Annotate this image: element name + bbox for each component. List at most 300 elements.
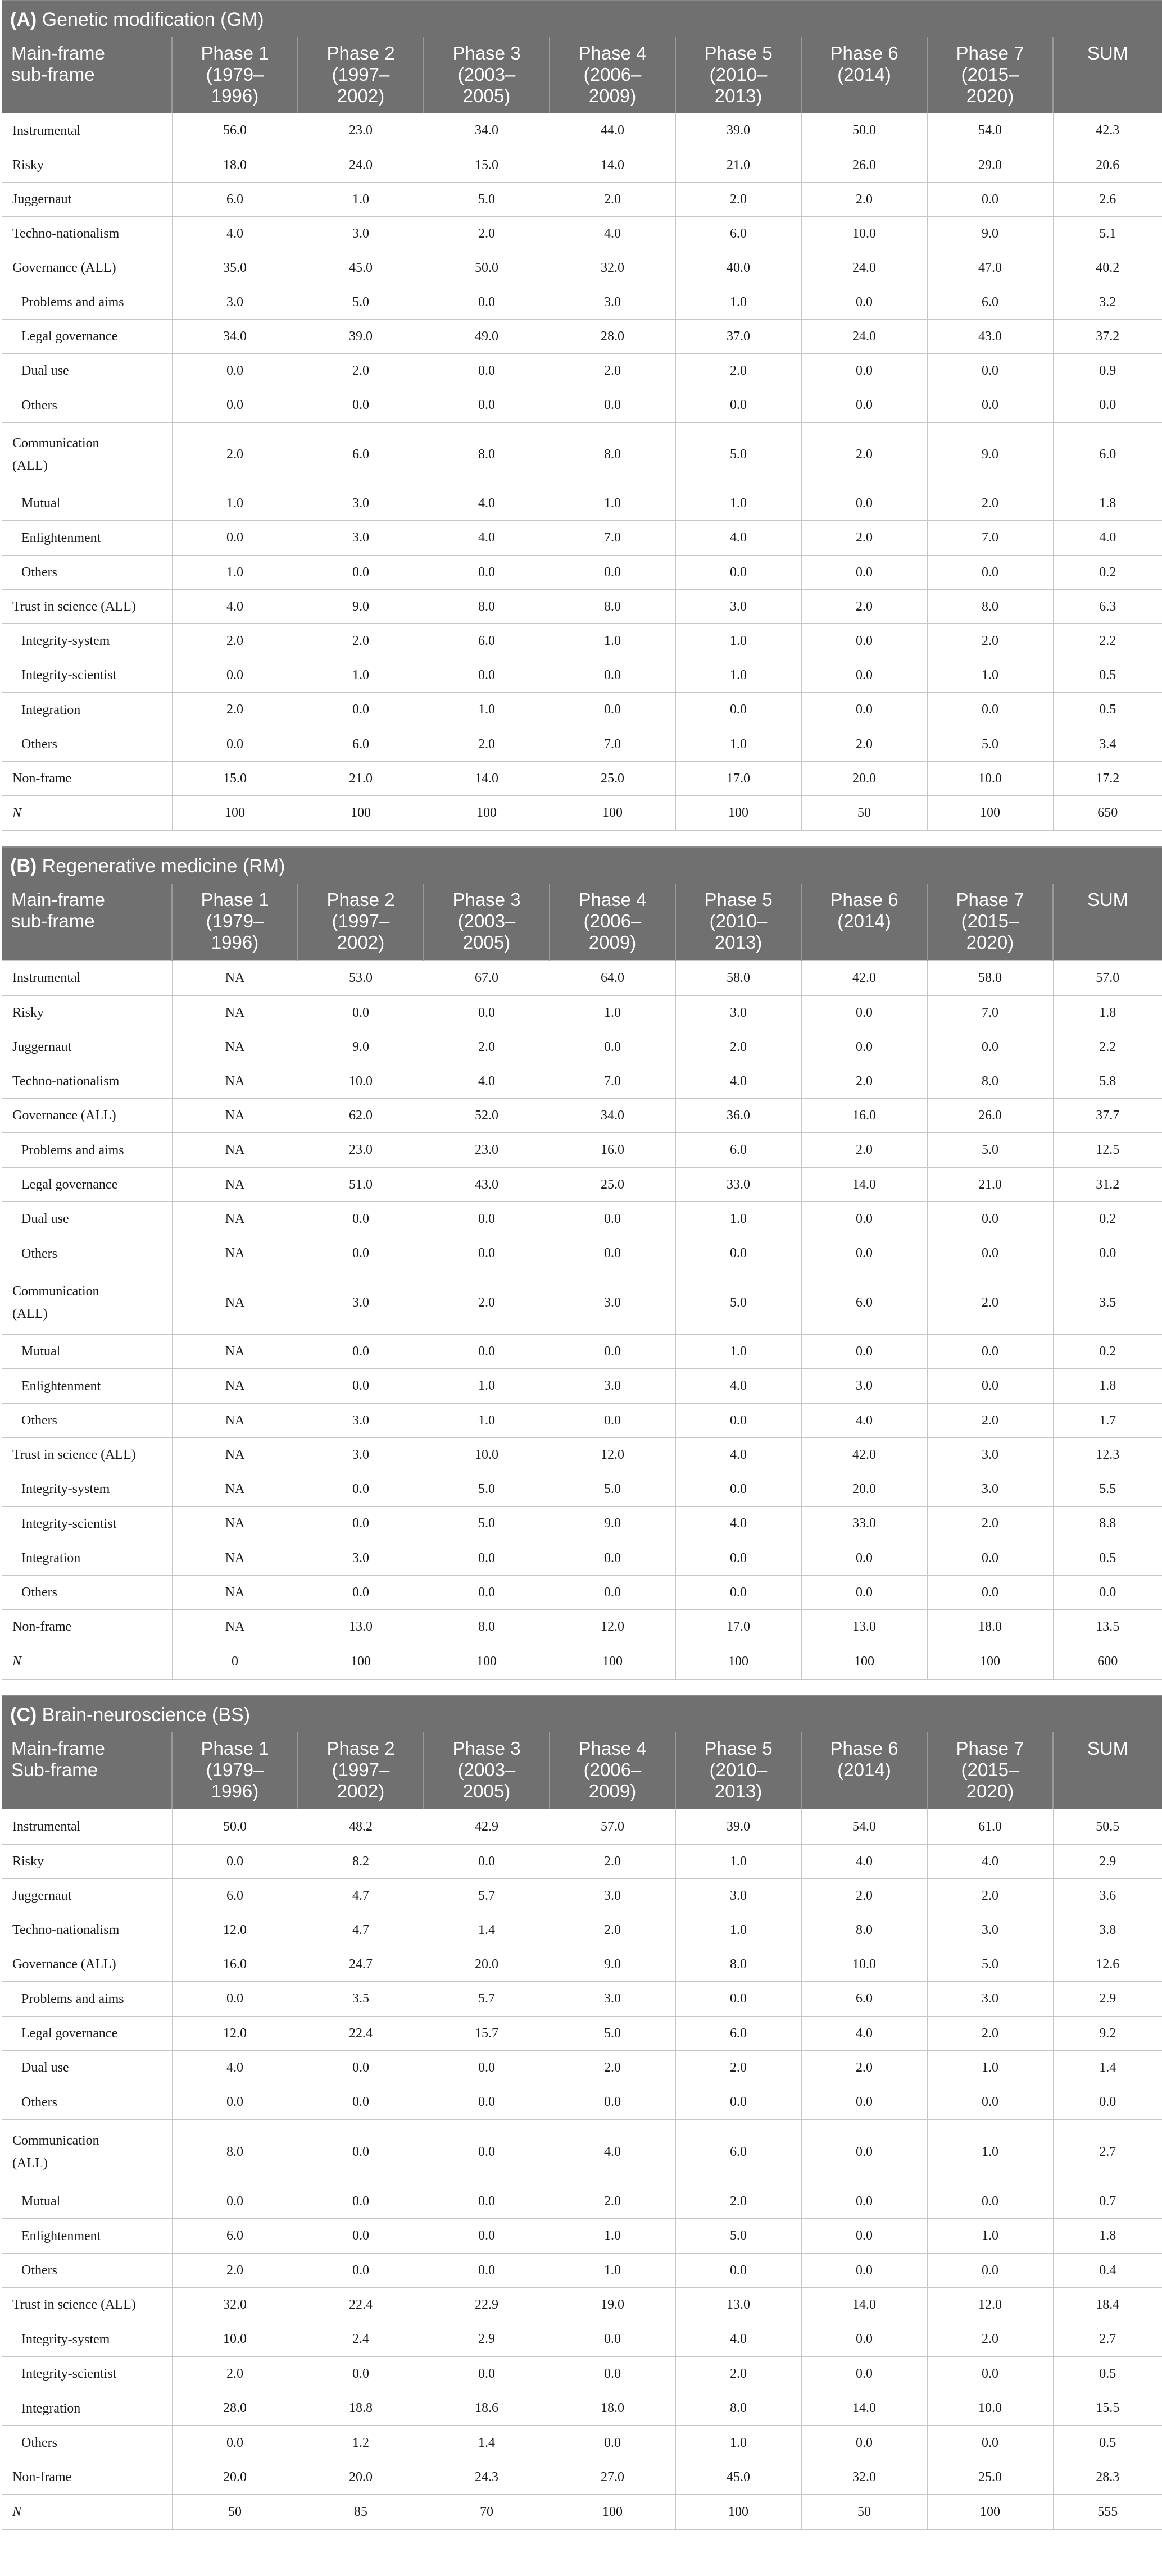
phase-1-cell: 0 (172, 1644, 298, 1680)
phase-5-cell: 1.0 (675, 1913, 801, 1947)
phase-2-cell: 1.0 (298, 183, 424, 217)
phase-2-cell: 0.0 (298, 2254, 424, 2288)
table-row (2, 1879, 1162, 1913)
phase-5-cell: 0.0 (675, 1404, 801, 1438)
phase-1-cell: 0.0 (172, 2085, 298, 2120)
phase-5-cell: 1.0 (675, 285, 801, 320)
phase-6-cell: 42.0 (801, 1438, 927, 1472)
header-phase-5: Phase 5 (2010– 2013) (675, 1732, 801, 1809)
phase-6-cell: 10.0 (801, 217, 927, 251)
phase-7-cell: 21.0 (927, 1168, 1053, 1202)
phase-6-cell: 24.0 (801, 251, 927, 285)
row-label: Non-frame (2, 2460, 172, 2495)
phase-3-cell: 2.0 (424, 1030, 550, 1064)
row-label: Mutual (2, 2184, 172, 2219)
phase-6-cell: 8.0 (801, 1913, 927, 1947)
phase-1-cell: 6.0 (172, 183, 298, 217)
phase-1-cell: 3.0 (172, 285, 298, 320)
phase-4-cell: 0.0 (550, 1030, 675, 1064)
header-frame-label: Main-frame sub-frame (2, 37, 172, 113)
row-label: Juggernaut (2, 1030, 172, 1064)
phase-7-cell: 61.0 (927, 1809, 1053, 1845)
row-label: Legal governance (2, 1168, 172, 1202)
table-row (2, 1507, 1162, 1541)
table-row (2, 2426, 1162, 2460)
phase-1-cell: 100 (172, 796, 298, 831)
table-row (2, 1236, 1162, 1271)
sum-cell: 13.5 (1053, 1610, 1162, 1644)
header-phase-4: Phase 4 (2006– 2009) (550, 1732, 675, 1809)
phase-4-cell: 0.0 (550, 556, 675, 590)
phase-6-cell: 4.0 (801, 1404, 927, 1438)
sum-cell: 4.0 (1053, 521, 1162, 556)
phase-1-cell: NA (172, 1541, 298, 1576)
phase-5-cell: 17.0 (675, 1610, 801, 1644)
table-row (2, 961, 1162, 996)
phase-5-cell: 40.0 (675, 251, 801, 285)
sum-cell: 9.2 (1053, 2017, 1162, 2051)
sum-cell: 5.1 (1053, 217, 1162, 251)
phase-5-cell: 0.0 (675, 1982, 801, 2017)
table-row (2, 762, 1162, 796)
row-label: Techno-nationalism (2, 1064, 172, 1099)
phase-1-cell: 15.0 (172, 762, 298, 796)
table-row (2, 2219, 1162, 2254)
phase-4-cell: 9.0 (550, 1507, 675, 1541)
phase-6-cell: 0.0 (801, 2357, 927, 2391)
phase-5-cell: 13.0 (675, 2288, 801, 2322)
phase-1-cell: 35.0 (172, 251, 298, 285)
phase-2-cell: 62.0 (298, 1099, 424, 1133)
table-row (2, 1576, 1162, 1610)
phase-1-cell: 10.0 (172, 2322, 298, 2357)
table-row (2, 388, 1162, 423)
table-row (2, 1064, 1162, 1099)
phase-2-cell: 3.0 (298, 521, 424, 556)
phase-4-cell: 0.0 (550, 1541, 675, 1576)
phase-4-cell: 0.0 (550, 2322, 675, 2357)
phase-4-cell: 0.0 (550, 1404, 675, 1438)
phase-4-cell: 2.0 (550, 1845, 675, 1879)
table-row (2, 1644, 1162, 1680)
phase-4-cell: 0.0 (550, 1236, 675, 1271)
tables-page (2, 0, 1162, 2530)
phase-2-cell: 100 (298, 1644, 424, 1680)
sum-cell: 37.2 (1053, 320, 1162, 354)
phase-5-cell: 58.0 (675, 961, 801, 996)
header-phase-3: Phase 3 (2003– 2005) (424, 37, 550, 113)
table-row (2, 2051, 1162, 2085)
sum-cell: 50.5 (1053, 1809, 1162, 1845)
phase-6-cell: 2.0 (801, 727, 927, 762)
phase-2-cell: 0.0 (298, 1576, 424, 1610)
phase-4-cell: 7.0 (550, 727, 675, 762)
table-row (2, 1982, 1162, 2017)
header-phase-5: Phase 5 (2010– 2013) (675, 884, 801, 961)
phase-6-cell: 100 (801, 1644, 927, 1680)
phase-7-cell: 12.0 (927, 2288, 1053, 2322)
phase-2-cell: 18.8 (298, 2391, 424, 2426)
panel-letter: (B) (10, 855, 37, 877)
phase-1-cell: 4.0 (172, 590, 298, 624)
sum-cell: 28.3 (1053, 2460, 1162, 2495)
phase-7-cell: 9.0 (927, 217, 1053, 251)
table-row (2, 1438, 1162, 1472)
row-label: N (2, 2495, 172, 2530)
phase-3-cell: 70 (424, 2495, 550, 2530)
phase-7-cell: 7.0 (927, 996, 1053, 1030)
table-row (2, 556, 1162, 590)
table-row (2, 1610, 1162, 1644)
sum-cell: 0.2 (1053, 556, 1162, 590)
sum-cell: 3.8 (1053, 1913, 1162, 1947)
phase-2-cell: 2.0 (298, 624, 424, 658)
phase-6-cell: 2.0 (801, 423, 927, 486)
phase-7-cell: 7.0 (927, 521, 1053, 556)
phase-1-cell: 12.0 (172, 1913, 298, 1947)
phase-3-cell: 14.0 (424, 762, 550, 796)
table-row (2, 217, 1162, 251)
phase-7-cell: 0.0 (927, 556, 1053, 590)
sum-cell: 1.4 (1053, 2051, 1162, 2085)
phase-3-cell: 1.0 (424, 1404, 550, 1438)
header-phase-6: Phase 6 (2014) (801, 884, 927, 961)
phase-7-cell: 2.0 (927, 486, 1053, 521)
phase-7-cell: 0.0 (927, 1576, 1053, 1610)
row-label: Others (2, 1404, 172, 1438)
row-label: Integrity-scientist (2, 658, 172, 693)
phase-7-cell: 100 (927, 796, 1053, 831)
table-panel-rm (2, 846, 1162, 1680)
phase-3-cell: 5.0 (424, 1507, 550, 1541)
phase-3-cell: 2.0 (424, 1271, 550, 1335)
phase-1-cell: 6.0 (172, 2219, 298, 2254)
phase-4-cell: 8.0 (550, 423, 675, 486)
sum-cell: 1.7 (1053, 1404, 1162, 1438)
phase-4-cell: 44.0 (550, 113, 675, 148)
panel-title (2, 1695, 1162, 1732)
phase-7-cell: 0.0 (927, 2357, 1053, 2391)
phase-7-cell: 3.0 (927, 1472, 1053, 1507)
table-row (2, 693, 1162, 727)
sum-cell: 2.9 (1053, 1845, 1162, 1879)
phase-2-cell: 39.0 (298, 320, 424, 354)
phase-4-cell: 1.0 (550, 2254, 675, 2288)
sum-cell: 0.7 (1053, 2184, 1162, 2219)
phase-5-cell: 6.0 (675, 2017, 801, 2051)
phase-1-cell: 0.0 (172, 388, 298, 423)
phase-2-cell: 3.0 (298, 1404, 424, 1438)
phase-7-cell: 9.0 (927, 423, 1053, 486)
phase-6-cell: 0.0 (801, 658, 927, 693)
row-label: Problems and aims (2, 285, 172, 320)
row-label: Instrumental (2, 113, 172, 148)
phase-6-cell: 0.0 (801, 1030, 927, 1064)
phase-7-cell: 5.0 (927, 1133, 1053, 1168)
phase-3-cell: 5.7 (424, 1879, 550, 1913)
phase-6-cell: 42.0 (801, 961, 927, 996)
phase-3-cell: 1.0 (424, 1369, 550, 1404)
phase-4-cell: 5.0 (550, 2017, 675, 2051)
sum-cell: 0.2 (1053, 1202, 1162, 1236)
phase-4-cell: 0.0 (550, 2426, 675, 2460)
phase-3-cell: 0.0 (424, 556, 550, 590)
phase-7-cell: 100 (927, 2495, 1053, 2530)
phase-4-cell: 5.0 (550, 1472, 675, 1507)
phase-3-cell: 6.0 (424, 624, 550, 658)
row-label: Legal governance (2, 320, 172, 354)
phase-4-cell: 100 (550, 2495, 675, 2530)
phase-2-cell: 0.0 (298, 1507, 424, 1541)
phase-6-cell: 0.0 (801, 2120, 927, 2184)
phase-4-cell: 0.0 (550, 388, 675, 423)
sum-cell: 8.8 (1053, 1507, 1162, 1541)
phase-7-cell: 10.0 (927, 762, 1053, 796)
phase-5-cell: 4.0 (675, 1369, 801, 1404)
sum-cell: 3.5 (1053, 1271, 1162, 1335)
phase-4-cell: 25.0 (550, 762, 675, 796)
phase-7-cell: 0.0 (927, 388, 1053, 423)
phase-4-cell: 2.0 (550, 2184, 675, 2219)
sum-cell: 0.4 (1053, 2254, 1162, 2288)
phase-7-cell: 25.0 (927, 2460, 1053, 2495)
phase-7-cell: 100 (927, 1644, 1053, 1680)
sum-cell: 1.8 (1053, 486, 1162, 521)
phase-3-cell: 34.0 (424, 113, 550, 148)
phase-7-cell: 2.0 (927, 2322, 1053, 2357)
table-row (2, 320, 1162, 354)
sum-cell: 2.7 (1053, 2120, 1162, 2184)
row-label: Others (2, 2085, 172, 2120)
phase-6-cell: 14.0 (801, 2288, 927, 2322)
sum-cell: 0.0 (1053, 1236, 1162, 1271)
phase-4-cell: 14.0 (550, 148, 675, 183)
row-label: Others (2, 2254, 172, 2288)
phase-7-cell: 1.0 (927, 658, 1053, 693)
phase-6-cell: 2.0 (801, 590, 927, 624)
phase-1-cell: 34.0 (172, 320, 298, 354)
row-label: Mutual (2, 486, 172, 521)
phase-5-cell: 0.0 (675, 2085, 801, 2120)
phase-5-cell: 2.0 (675, 354, 801, 388)
phase-1-cell: 2.0 (172, 693, 298, 727)
phase-4-cell: 2.0 (550, 1913, 675, 1947)
phase-2-cell: 22.4 (298, 2017, 424, 2051)
phase-7-cell: 3.0 (927, 1438, 1053, 1472)
phase-7-cell: 0.0 (927, 354, 1053, 388)
phase-6-cell: 0.0 (801, 285, 927, 320)
phase-5-cell: 0.0 (675, 1541, 801, 1576)
table-row (2, 1404, 1162, 1438)
row-label: Instrumental (2, 961, 172, 996)
phase-5-cell: 0.0 (675, 1576, 801, 1610)
phase-7-cell: 29.0 (927, 148, 1053, 183)
phase-2-cell: 2.0 (298, 354, 424, 388)
row-label: Integration (2, 1541, 172, 1576)
row-label: Techno-nationalism (2, 1913, 172, 1947)
sum-cell: 0.9 (1053, 354, 1162, 388)
phase-2-cell: 1.0 (298, 658, 424, 693)
header-row (2, 1732, 1162, 1809)
phase-5-cell: 100 (675, 1644, 801, 1680)
phase-5-cell: 1.0 (675, 727, 801, 762)
row-label: Risky (2, 1845, 172, 1879)
phase-7-cell: 47.0 (927, 251, 1053, 285)
phase-5-cell: 1.0 (675, 624, 801, 658)
phase-5-cell: 1.0 (675, 1202, 801, 1236)
phase-6-cell: 0.0 (801, 2426, 927, 2460)
table-row (2, 590, 1162, 624)
sum-cell: 0.0 (1053, 2085, 1162, 2120)
header-phase-2: Phase 2 (1997– 2002) (298, 37, 424, 113)
phase-5-cell: 1.0 (675, 2426, 801, 2460)
phase-5-cell: 39.0 (675, 113, 801, 148)
phase-1-cell: NA (172, 1576, 298, 1610)
phase-6-cell: 4.0 (801, 1845, 927, 1879)
phase-7-cell: 1.0 (927, 2219, 1053, 2254)
phase-3-cell: 50.0 (424, 251, 550, 285)
phase-3-cell: 0.0 (424, 2219, 550, 2254)
phase-5-cell: 33.0 (675, 1168, 801, 1202)
sum-cell: 0.0 (1053, 1576, 1162, 1610)
data-table (2, 884, 1162, 1680)
phase-3-cell: 43.0 (424, 1168, 550, 1202)
phase-3-cell: 0.0 (424, 354, 550, 388)
phase-3-cell: 0.0 (424, 388, 550, 423)
phase-3-cell: 0.0 (424, 2254, 550, 2288)
table-row (2, 183, 1162, 217)
phase-5-cell: 4.0 (675, 1438, 801, 1472)
phase-2-cell: 3.0 (298, 217, 424, 251)
phase-4-cell: 57.0 (550, 1809, 675, 1845)
sum-cell: 0.0 (1053, 388, 1162, 423)
sum-cell: 650 (1053, 796, 1162, 831)
phase-7-cell: 0.0 (927, 2184, 1053, 2219)
row-label: Others (2, 1236, 172, 1271)
phase-2-cell: 6.0 (298, 423, 424, 486)
phase-2-cell: 23.0 (298, 113, 424, 148)
phase-6-cell: 16.0 (801, 1099, 927, 1133)
phase-5-cell: 0.0 (675, 388, 801, 423)
phase-7-cell: 1.0 (927, 2051, 1053, 2085)
row-label: Juggernaut (2, 183, 172, 217)
phase-6-cell: 0.0 (801, 2322, 927, 2357)
phase-7-cell: 8.0 (927, 1064, 1053, 1099)
phase-7-cell: 2.0 (927, 1507, 1053, 1541)
phase-6-cell: 2.0 (801, 521, 927, 556)
row-label: Non-frame (2, 1610, 172, 1644)
phase-6-cell: 0.0 (801, 1576, 927, 1610)
phase-3-cell: 0.0 (424, 2184, 550, 2219)
phase-5-cell: 0.0 (675, 1472, 801, 1507)
phase-1-cell: 0.0 (172, 727, 298, 762)
table-row (2, 1809, 1162, 1845)
phase-5-cell: 5.0 (675, 2219, 801, 2254)
phase-2-cell: 51.0 (298, 1168, 424, 1202)
phase-2-cell: 24.0 (298, 148, 424, 183)
header-phase-4: Phase 4 (2006– 2009) (550, 884, 675, 961)
data-table (2, 1732, 1162, 2530)
phase-7-cell: 0.0 (927, 183, 1053, 217)
phase-1-cell: NA (172, 1369, 298, 1404)
row-label: Governance (ALL) (2, 1099, 172, 1133)
phase-3-cell: 4.0 (424, 1064, 550, 1099)
table-row (2, 1133, 1162, 1168)
phase-4-cell: 0.0 (550, 1335, 675, 1369)
phase-5-cell: 4.0 (675, 1507, 801, 1541)
phase-3-cell: 1.0 (424, 693, 550, 727)
table-row (2, 1845, 1162, 1879)
sum-cell: 17.2 (1053, 762, 1162, 796)
phase-6-cell: 6.0 (801, 1271, 927, 1335)
phase-1-cell: 0.0 (172, 658, 298, 693)
phase-7-cell: 58.0 (927, 961, 1053, 996)
table-row (2, 113, 1162, 148)
phase-5-cell: 0.0 (675, 2254, 801, 2288)
phase-6-cell: 0.0 (801, 1541, 927, 1576)
phase-5-cell: 36.0 (675, 1099, 801, 1133)
row-label: Trust in science (ALL) (2, 2288, 172, 2322)
phase-1-cell: 12.0 (172, 2017, 298, 2051)
sum-cell: 12.3 (1053, 1438, 1162, 1472)
row-label: Enlightenment (2, 2219, 172, 2254)
row-label: Techno-nationalism (2, 217, 172, 251)
phase-3-cell: 0.0 (424, 1335, 550, 1369)
table-row (2, 1030, 1162, 1064)
phase-1-cell: 0.0 (172, 2426, 298, 2460)
phase-1-cell: 8.0 (172, 2120, 298, 2184)
phase-4-cell: 1.0 (550, 996, 675, 1030)
header-sum: SUM (1053, 884, 1162, 961)
phase-5-cell: 8.0 (675, 1947, 801, 1982)
sum-cell: 0.5 (1053, 1541, 1162, 1576)
phase-6-cell: 26.0 (801, 148, 927, 183)
phase-7-cell: 0.0 (927, 1236, 1053, 1271)
phase-2-cell: 21.0 (298, 762, 424, 796)
phase-2-cell: 9.0 (298, 1030, 424, 1064)
phase-3-cell: 15.7 (424, 2017, 550, 2051)
phase-3-cell: 23.0 (424, 1133, 550, 1168)
table-row (2, 2085, 1162, 2120)
row-label: Others (2, 388, 172, 423)
data-table (2, 37, 1162, 831)
phase-4-cell: 100 (550, 796, 675, 831)
phase-1-cell: 0.0 (172, 1982, 298, 2017)
table-row (2, 2357, 1162, 2391)
phase-4-cell: 28.0 (550, 320, 675, 354)
phase-5-cell: 0.0 (675, 1236, 801, 1271)
phase-2-cell: 0.0 (298, 2085, 424, 2120)
row-label: Mutual (2, 1335, 172, 1369)
panel-title (2, 846, 1162, 884)
row-label: Enlightenment (2, 521, 172, 556)
phase-3-cell: 0.0 (424, 2051, 550, 2085)
phase-6-cell: 0.0 (801, 556, 927, 590)
header-phase-2: Phase 2 (1997– 2002) (298, 884, 424, 961)
phase-5-cell: 2.0 (675, 2184, 801, 2219)
sum-cell: 5.8 (1053, 1064, 1162, 1099)
phase-7-cell: 2.0 (927, 1879, 1053, 1913)
header-phase-4: Phase 4 (2006– 2009) (550, 37, 675, 113)
sum-cell: 6.3 (1053, 590, 1162, 624)
phase-5-cell: 21.0 (675, 148, 801, 183)
phase-2-cell: 23.0 (298, 1133, 424, 1168)
row-label: Risky (2, 148, 172, 183)
sum-cell: 31.2 (1053, 1168, 1162, 1202)
header-phase-7: Phase 7 (2015– 2020) (927, 884, 1053, 961)
phase-1-cell: NA (172, 1099, 298, 1133)
phase-6-cell: 20.0 (801, 762, 927, 796)
